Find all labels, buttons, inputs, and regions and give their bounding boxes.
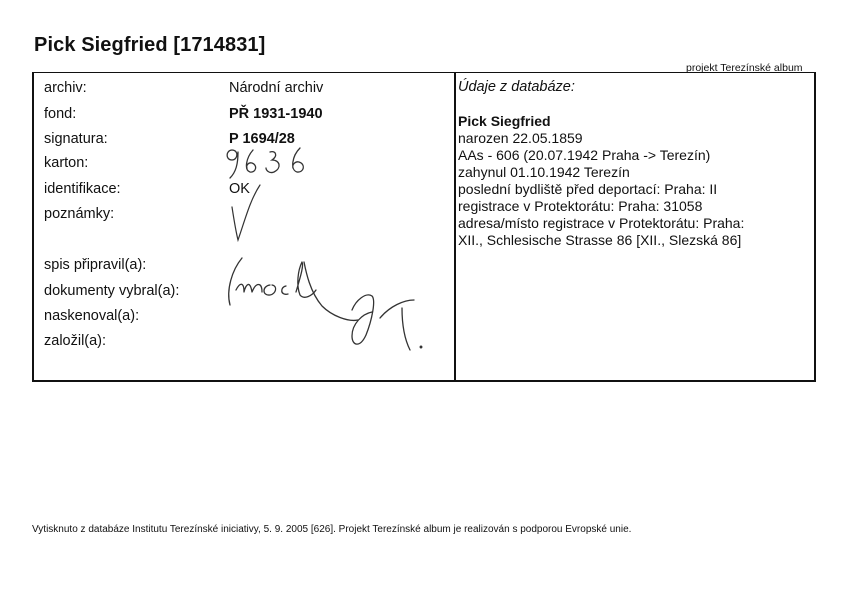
project-label: projekt Terezínské album bbox=[686, 62, 803, 74]
label-archiv: archiv: bbox=[44, 80, 87, 96]
label-identifikace: identifikace: bbox=[44, 181, 121, 197]
database-info bbox=[458, 79, 808, 249]
info-line-address: adresa/místo registrace v Protektorátu: Praha: bbox=[458, 215, 745, 231]
label-signatura: signatura: bbox=[44, 131, 108, 147]
label-poznamky: poznámky: bbox=[44, 206, 115, 222]
page-title: Pick Siegfried [1714831] bbox=[34, 34, 266, 56]
value-fond: PŘ 1931-1940 bbox=[229, 106, 323, 122]
footer-note: Vytisknuto z databáze Institutu Terezínské iniciativy, 5. 9. 2005 [626]. Projekt Terezínské album je realizován s podporou Evropské unie. bbox=[32, 524, 632, 535]
label-spis-pripravil: spis připravil(a): bbox=[44, 257, 147, 273]
value-signatura: P 1694/28 bbox=[229, 131, 295, 147]
info-line-died: zahynul 01.10.1942 Terezín bbox=[458, 164, 630, 180]
info-line-address-cont: XII., Schlesische Strasse 86 [XII., Slezská 86] bbox=[458, 232, 742, 248]
database-header: Údaje z databáze: bbox=[458, 79, 575, 95]
value-identifikace: OK bbox=[229, 181, 250, 197]
column-divider bbox=[454, 72, 456, 381]
info-line-last-residence: poslední bydliště před deportací: Praha: II bbox=[458, 181, 718, 197]
person-name: Pick Siegfried bbox=[458, 113, 551, 129]
value-archiv: Národní archiv bbox=[229, 80, 324, 96]
label-karton: karton: bbox=[44, 155, 89, 171]
label-fond: fond: bbox=[44, 106, 77, 122]
info-line-transport: AAs - 606 (20.07.1942 Praha -> Terezín) bbox=[458, 147, 711, 163]
label-zalozil: založil(a): bbox=[44, 333, 107, 349]
info-line-registration: registrace v Protektorátu: Praha: 31058 bbox=[458, 198, 703, 214]
label-naskenoval: naskenoval(a): bbox=[44, 308, 140, 324]
info-line-born: narozen 22.05.1859 bbox=[458, 130, 583, 146]
label-dokumenty-vybral: dokumenty vybral(a): bbox=[44, 283, 180, 299]
